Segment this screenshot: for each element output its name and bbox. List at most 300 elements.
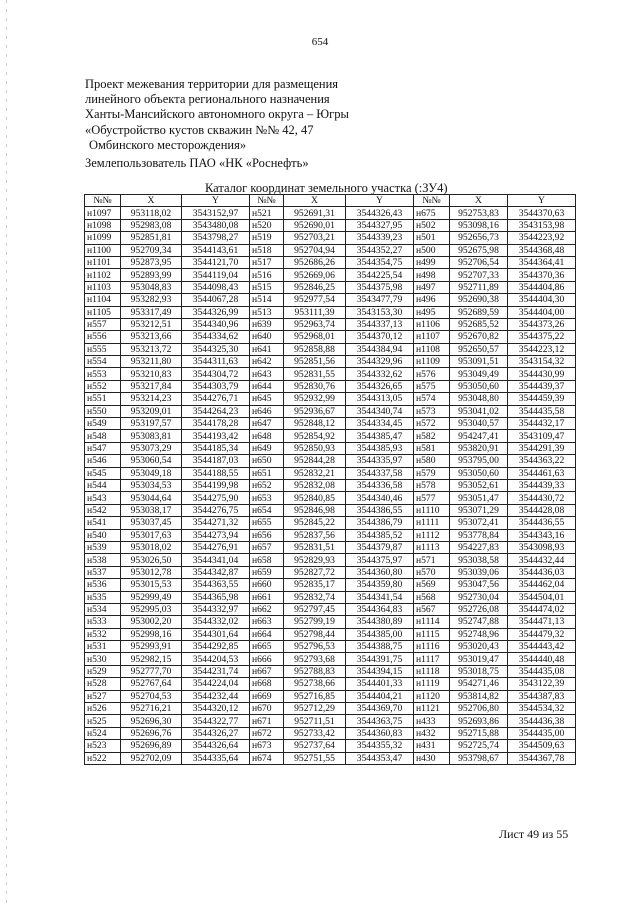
x-coordinate-cell: 953015,53: [121, 579, 182, 591]
point-id-cell: н544: [85, 479, 121, 491]
x-coordinate-cell: 952936,67: [284, 405, 346, 417]
table-row: [85, 752, 576, 764]
x-coordinate-cell: 952848,12: [284, 418, 346, 430]
y-coordinate-cell: 3544336,58: [346, 479, 414, 491]
x-coordinate-cell: 953118,02: [121, 207, 182, 219]
y-coordinate-cell: 3544098,43: [182, 281, 250, 293]
y-coordinate-cell: 3544339,23: [346, 232, 414, 244]
x-coordinate-cell: 953050,60: [450, 467, 508, 479]
y-coordinate-cell: 3544320,12: [182, 703, 250, 715]
point-id-cell: н568: [414, 591, 450, 603]
point-id-cell: н640: [250, 331, 284, 343]
y-coordinate-cell: 3544379,87: [346, 541, 414, 553]
x-coordinate-cell: 953019,47: [450, 653, 508, 665]
table-row: [85, 256, 576, 268]
point-id-cell: н532: [85, 628, 121, 640]
table-row: [85, 343, 576, 355]
table-row: [85, 442, 576, 454]
point-id-cell: н653: [250, 492, 284, 504]
point-id-cell: н655: [250, 517, 284, 529]
scan-edge-marks: [6, 0, 7, 905]
point-id-cell: н644: [250, 380, 284, 392]
y-coordinate-cell: 3543480,08: [182, 219, 250, 231]
point-id-cell: н528: [85, 678, 121, 690]
point-id-cell: н1102: [85, 269, 121, 281]
x-coordinate-cell: 953026,50: [121, 554, 182, 566]
point-id-cell: н533: [85, 616, 121, 628]
x-coordinate-cell: 952726,08: [450, 603, 508, 615]
y-coordinate-cell: 3544313,05: [346, 393, 414, 405]
y-coordinate-cell: 3544121,70: [182, 256, 250, 268]
y-coordinate-cell: 3544301,64: [182, 628, 250, 640]
x-coordinate-cell: 953039,06: [450, 566, 508, 578]
point-id-cell: н546: [85, 455, 121, 467]
y-coordinate-cell: 3543154,32: [508, 356, 576, 368]
y-coordinate-cell: 3544367,78: [508, 752, 576, 764]
x-coordinate-cell: 953038,58: [450, 554, 508, 566]
x-coordinate-cell: 952983,08: [121, 219, 182, 231]
point-id-cell: н1108: [414, 343, 450, 355]
y-coordinate-cell: 3544342,87: [182, 566, 250, 578]
point-id-cell: н545: [85, 467, 121, 479]
point-id-cell: н431: [414, 740, 450, 752]
table-row: [85, 541, 576, 553]
point-id-cell: н569: [414, 579, 450, 591]
point-id-cell: н557: [85, 318, 121, 330]
table-row: [85, 554, 576, 566]
x-coordinate-cell: 953052,61: [450, 479, 508, 491]
y-coordinate-cell: 3544373,26: [508, 318, 576, 330]
y-coordinate-cell: 3544193,42: [182, 430, 250, 442]
x-coordinate-cell: 952737,64: [284, 740, 346, 752]
point-id-cell: н1113: [414, 541, 450, 553]
y-coordinate-cell: 3544199,98: [182, 479, 250, 491]
y-coordinate-cell: 3544432,44: [508, 554, 576, 566]
y-coordinate-cell: 3544335,97: [346, 455, 414, 467]
y-coordinate-cell: 3544273,94: [182, 529, 250, 541]
x-coordinate-cell: 952830,76: [284, 380, 346, 392]
point-id-cell: н500: [414, 244, 450, 256]
y-coordinate-cell: 3544224,04: [182, 678, 250, 690]
table-row: [85, 269, 576, 281]
y-coordinate-cell: 3544370,36: [508, 269, 576, 281]
x-coordinate-cell: 952777,70: [121, 665, 182, 677]
x-coordinate-cell: 952706,54: [450, 256, 508, 268]
y-coordinate-cell: 3544225,54: [346, 269, 414, 281]
table-row: [85, 517, 576, 529]
x-coordinate-cell: 952798,44: [284, 628, 346, 640]
y-coordinate-cell: 3544360,80: [346, 566, 414, 578]
point-id-cell: н433: [414, 715, 450, 727]
point-id-cell: н1110: [414, 504, 450, 516]
point-id-cell: н430: [414, 752, 450, 764]
point-id-cell: н517: [250, 256, 284, 268]
point-id-cell: н1119: [414, 678, 450, 690]
y-coordinate-cell: 3544204,53: [182, 653, 250, 665]
point-id-cell: н498: [414, 269, 450, 281]
table-row: [85, 368, 576, 380]
x-coordinate-cell: 953798,67: [450, 752, 508, 764]
point-id-cell: н658: [250, 554, 284, 566]
point-id-cell: н567: [414, 603, 450, 615]
y-coordinate-cell: 3544332,02: [182, 616, 250, 628]
y-coordinate-cell: 3544436,55: [508, 517, 576, 529]
table-row: [85, 318, 576, 330]
x-coordinate-cell: 953049,49: [450, 368, 508, 380]
point-id-cell: н662: [250, 603, 284, 615]
x-coordinate-cell: 952832,08: [284, 479, 346, 491]
x-coordinate-cell: 953814,82: [450, 690, 508, 702]
table-row: [85, 306, 576, 318]
land-user-line: Землепользователь ПАО «НК «Роснефть»: [85, 156, 309, 171]
x-coordinate-cell: 953083,81: [121, 430, 182, 442]
x-coordinate-cell: 952656,73: [450, 232, 508, 244]
point-id-cell: н497: [414, 281, 450, 293]
point-id-cell: н521: [250, 207, 284, 219]
x-coordinate-cell: 952707,33: [450, 269, 508, 281]
column-header-point: №№: [250, 195, 284, 207]
point-id-cell: н647: [250, 418, 284, 430]
point-id-cell: н664: [250, 628, 284, 640]
point-id-cell: н674: [250, 752, 284, 764]
table-row: [85, 331, 576, 343]
point-id-cell: н530: [85, 653, 121, 665]
point-id-cell: н657: [250, 541, 284, 553]
x-coordinate-cell: 952851,81: [121, 232, 182, 244]
y-coordinate-cell: 3544363,55: [182, 579, 250, 591]
x-coordinate-cell: 952932,99: [284, 393, 346, 405]
y-coordinate-cell: 3544340,74: [346, 405, 414, 417]
point-id-cell: н579: [414, 467, 450, 479]
table-body: [85, 207, 576, 765]
point-id-cell: н522: [85, 752, 121, 764]
x-coordinate-cell: 953071,29: [450, 504, 508, 516]
x-coordinate-cell: 952832,74: [284, 591, 346, 603]
x-coordinate-cell: 953111,39: [284, 306, 346, 318]
point-id-cell: н673: [250, 740, 284, 752]
y-coordinate-cell: 3544232,44: [182, 690, 250, 702]
y-coordinate-cell: 3544440,48: [508, 653, 576, 665]
y-coordinate-cell: 3544380,89: [346, 616, 414, 628]
y-coordinate-cell: 3544462,04: [508, 579, 576, 591]
x-coordinate-cell: 953282,93: [121, 294, 182, 306]
point-id-cell: н495: [414, 306, 450, 318]
x-coordinate-cell: 952873,95: [121, 256, 182, 268]
x-coordinate-cell: 952696,76: [121, 727, 182, 739]
table-row: [85, 727, 576, 739]
x-coordinate-cell: 952963,74: [284, 318, 346, 330]
x-coordinate-cell: 952850,93: [284, 442, 346, 454]
x-coordinate-cell: 953211,80: [121, 356, 182, 368]
y-coordinate-cell: 3544326,27: [182, 727, 250, 739]
point-id-cell: н576: [414, 368, 450, 380]
x-coordinate-cell: 952999,49: [121, 591, 182, 603]
sheet-number: Лист 49 из 55: [499, 827, 569, 841]
y-coordinate-cell: 3544340,46: [346, 492, 414, 504]
table-row: [85, 405, 576, 417]
x-coordinate-cell: 952733,42: [284, 727, 346, 739]
x-coordinate-cell: 952704,94: [284, 244, 346, 256]
y-coordinate-cell: 3544271,32: [182, 517, 250, 529]
y-coordinate-cell: 3543122,39: [508, 678, 576, 690]
header-line: «Обустройство кустов скважин №№ 42, 47: [85, 122, 314, 137]
y-coordinate-cell: 3544119,04: [182, 269, 250, 281]
point-id-cell: н520: [250, 219, 284, 231]
x-coordinate-cell: 953048,83: [121, 281, 182, 293]
point-id-cell: н645: [250, 393, 284, 405]
x-coordinate-cell: 952670,82: [450, 331, 508, 343]
y-coordinate-cell: 3544430,99: [508, 368, 576, 380]
x-coordinate-cell: 953018,02: [121, 541, 182, 553]
y-coordinate-cell: 3544385,93: [346, 442, 414, 454]
y-coordinate-cell: 3544291,39: [508, 442, 576, 454]
x-coordinate-cell: 953217,84: [121, 380, 182, 392]
y-coordinate-cell: 3543152,97: [182, 207, 250, 219]
y-coordinate-cell: 3544368,48: [508, 244, 576, 256]
y-coordinate-cell: 3543098,93: [508, 541, 576, 553]
x-coordinate-cell: 952982,15: [121, 653, 182, 665]
x-coordinate-cell: 953073,29: [121, 442, 182, 454]
point-id-cell: н659: [250, 566, 284, 578]
x-coordinate-cell: 952831,51: [284, 541, 346, 553]
x-coordinate-cell: 952711,51: [284, 715, 346, 727]
x-coordinate-cell: 953210,83: [121, 368, 182, 380]
x-coordinate-cell: 952893,99: [121, 269, 182, 281]
y-coordinate-cell: 3544292,85: [182, 641, 250, 653]
point-id-cell: н650: [250, 455, 284, 467]
point-id-cell: н1104: [85, 294, 121, 306]
y-coordinate-cell: 3544353,47: [346, 752, 414, 764]
point-id-cell: н671: [250, 715, 284, 727]
point-id-cell: н577: [414, 492, 450, 504]
x-coordinate-cell: 952711,89: [450, 281, 508, 293]
column-header-x: X: [121, 195, 182, 207]
y-coordinate-cell: 3544326,65: [346, 380, 414, 392]
point-id-cell: н518: [250, 244, 284, 256]
point-id-cell: н552: [85, 380, 121, 392]
table-row: [85, 356, 576, 368]
x-coordinate-cell: 952993,91: [121, 641, 182, 653]
x-coordinate-cell: 953778,84: [450, 529, 508, 541]
point-id-cell: н501: [414, 232, 450, 244]
x-coordinate-cell: 952995,03: [121, 603, 182, 615]
y-coordinate-cell: 3544471,13: [508, 616, 576, 628]
y-coordinate-cell: 3544461,63: [508, 467, 576, 479]
point-id-cell: н540: [85, 529, 121, 541]
point-id-cell: н571: [414, 554, 450, 566]
point-id-cell: н652: [250, 479, 284, 491]
x-coordinate-cell: 952797,45: [284, 603, 346, 615]
y-coordinate-cell: 3544394,15: [346, 665, 414, 677]
x-coordinate-cell: 953209,01: [121, 405, 182, 417]
column-header-y: Y: [508, 195, 576, 207]
y-coordinate-cell: 3544360,83: [346, 727, 414, 739]
y-coordinate-cell: 3544332,62: [346, 368, 414, 380]
x-coordinate-cell: 953034,53: [121, 479, 182, 491]
x-coordinate-cell: 952696,30: [121, 715, 182, 727]
x-coordinate-cell: 952712,29: [284, 703, 346, 715]
table-row: [85, 678, 576, 690]
x-coordinate-cell: 952844,28: [284, 455, 346, 467]
y-coordinate-cell: 3544304,72: [182, 368, 250, 380]
point-id-cell: н665: [250, 641, 284, 653]
x-coordinate-cell: 952691,31: [284, 207, 346, 219]
header-line: Омбинского месторождения»: [89, 137, 247, 152]
point-id-cell: н499: [414, 256, 450, 268]
header-line: Ханты-Мансийского автономного округа – Югры: [85, 107, 349, 122]
point-id-cell: н582: [414, 430, 450, 442]
point-id-cell: н543: [85, 492, 121, 504]
table-row: [85, 380, 576, 392]
point-id-cell: н519: [250, 232, 284, 244]
y-coordinate-cell: 3543153,98: [508, 219, 576, 231]
point-id-cell: н1097: [85, 207, 121, 219]
x-coordinate-cell: 952854,92: [284, 430, 346, 442]
x-coordinate-cell: 952650,57: [450, 343, 508, 355]
x-coordinate-cell: 952977,54: [284, 294, 346, 306]
y-coordinate-cell: 3544352,27: [346, 244, 414, 256]
point-id-cell: н672: [250, 727, 284, 739]
y-coordinate-cell: 3544428,08: [508, 504, 576, 516]
table-row: [85, 455, 576, 467]
point-id-cell: н553: [85, 368, 121, 380]
x-coordinate-cell: 952703,21: [284, 232, 346, 244]
y-coordinate-cell: 3544303,79: [182, 380, 250, 392]
y-coordinate-cell: 3544370,63: [508, 207, 576, 219]
point-id-cell: н1111: [414, 517, 450, 529]
column-header-y: Y: [182, 195, 250, 207]
x-coordinate-cell: 952799,19: [284, 616, 346, 628]
x-coordinate-cell: 953060,54: [121, 455, 182, 467]
x-coordinate-cell: 952709,34: [121, 244, 182, 256]
x-coordinate-cell: 953820,91: [450, 442, 508, 454]
y-coordinate-cell: 3544375,22: [508, 331, 576, 343]
y-coordinate-cell: 3544443,42: [508, 641, 576, 653]
point-id-cell: н556: [85, 331, 121, 343]
table-row: [85, 479, 576, 491]
table-row: [85, 430, 576, 442]
x-coordinate-cell: 953213,66: [121, 331, 182, 343]
y-coordinate-cell: 3544459,39: [508, 393, 576, 405]
y-coordinate-cell: 3544375,97: [346, 554, 414, 566]
y-coordinate-cell: 3544385,52: [346, 529, 414, 541]
table-row: [85, 566, 576, 578]
point-id-cell: н575: [414, 380, 450, 392]
table-row: [85, 504, 576, 516]
point-id-cell: н541: [85, 517, 121, 529]
x-coordinate-cell: 953038,17: [121, 504, 182, 516]
point-id-cell: н667: [250, 665, 284, 677]
y-coordinate-cell: 3544435,08: [508, 665, 576, 677]
x-coordinate-cell: 952968,01: [284, 331, 346, 343]
y-coordinate-cell: 3544264,23: [182, 405, 250, 417]
y-coordinate-cell: 3544439,33: [508, 479, 576, 491]
point-id-cell: н514: [250, 294, 284, 306]
x-coordinate-cell: 953017,63: [121, 529, 182, 541]
x-coordinate-cell: 952686,26: [284, 256, 346, 268]
y-coordinate-cell: 3544067,28: [182, 294, 250, 306]
point-id-cell: н542: [85, 504, 121, 516]
page-number: 654: [311, 36, 329, 48]
point-id-cell: н550: [85, 405, 121, 417]
point-id-cell: н1112: [414, 529, 450, 541]
y-coordinate-cell: 3544185,34: [182, 442, 250, 454]
y-coordinate-cell: 3544326,99: [182, 306, 250, 318]
y-coordinate-cell: 3544223,92: [508, 232, 576, 244]
table-row: [85, 529, 576, 541]
y-coordinate-cell: 3544385,00: [346, 628, 414, 640]
y-coordinate-cell: 3544375,98: [346, 281, 414, 293]
point-id-cell: н1099: [85, 232, 121, 244]
point-id-cell: н573: [414, 405, 450, 417]
x-coordinate-cell: 953213,72: [121, 343, 182, 355]
point-id-cell: н527: [85, 690, 121, 702]
point-id-cell: н1101: [85, 256, 121, 268]
y-coordinate-cell: 3544385,47: [346, 430, 414, 442]
point-id-cell: н1100: [85, 244, 121, 256]
point-id-cell: н639: [250, 318, 284, 330]
x-coordinate-cell: 952706,80: [450, 703, 508, 715]
y-coordinate-cell: 3544355,32: [346, 740, 414, 752]
x-coordinate-cell: 952767,64: [121, 678, 182, 690]
x-coordinate-cell: 952730,04: [450, 591, 508, 603]
point-id-cell: н572: [414, 418, 450, 430]
y-coordinate-cell: 3544337,13: [346, 318, 414, 330]
point-id-cell: н554: [85, 356, 121, 368]
x-coordinate-cell: 952689,59: [450, 306, 508, 318]
point-id-cell: н531: [85, 641, 121, 653]
point-id-cell: н496: [414, 294, 450, 306]
point-id-cell: н675: [414, 207, 450, 219]
x-coordinate-cell: 953214,23: [121, 393, 182, 405]
point-id-cell: н570: [414, 566, 450, 578]
x-coordinate-cell: 953048,80: [450, 393, 508, 405]
point-id-cell: н660: [250, 579, 284, 591]
table-row: [85, 616, 576, 628]
point-id-cell: н1109: [414, 356, 450, 368]
y-coordinate-cell: 3544335,64: [182, 752, 250, 764]
y-coordinate-cell: 3544359,80: [346, 579, 414, 591]
point-id-cell: н574: [414, 393, 450, 405]
x-coordinate-cell: 953044,64: [121, 492, 182, 504]
x-coordinate-cell: 952846,25: [284, 281, 346, 293]
x-coordinate-cell: 952793,68: [284, 653, 346, 665]
table-row: [85, 665, 576, 677]
x-coordinate-cell: 952827,72: [284, 566, 346, 578]
x-coordinate-cell: 954247,41: [450, 430, 508, 442]
column-header-x: X: [284, 195, 346, 207]
y-coordinate-cell: 3543798,27: [182, 232, 250, 244]
point-id-cell: н1116: [414, 641, 450, 653]
y-coordinate-cell: 3544337,58: [346, 467, 414, 479]
x-coordinate-cell: 952690,38: [450, 294, 508, 306]
x-coordinate-cell: 952858,88: [284, 343, 346, 355]
x-coordinate-cell: 952829,93: [284, 554, 346, 566]
x-coordinate-cell: 952675,98: [450, 244, 508, 256]
x-coordinate-cell: 953072,41: [450, 517, 508, 529]
x-coordinate-cell: 952748,96: [450, 628, 508, 640]
x-coordinate-cell: 953098,16: [450, 219, 508, 231]
x-coordinate-cell: 952832,21: [284, 467, 346, 479]
point-id-cell: н646: [250, 405, 284, 417]
y-coordinate-cell: 3544439,37: [508, 380, 576, 392]
point-id-cell: н661: [250, 591, 284, 603]
x-coordinate-cell: 953040,57: [450, 418, 508, 430]
point-id-cell: н656: [250, 529, 284, 541]
point-id-cell: н526: [85, 703, 121, 715]
x-coordinate-cell: 952747,88: [450, 616, 508, 628]
x-coordinate-cell: 953051,47: [450, 492, 508, 504]
